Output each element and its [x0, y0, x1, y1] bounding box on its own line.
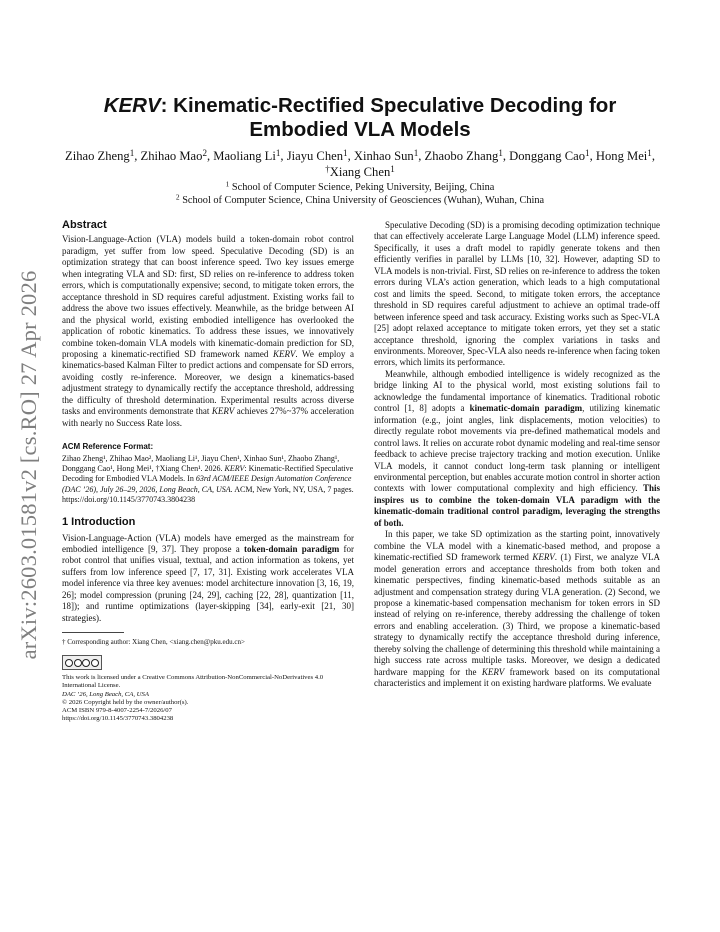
license-block — [62, 674, 354, 723]
license-venue: DAC ’26, Long Beach, CA, USA — [62, 690, 149, 698]
corresponding-author-footnote: † Corresponding author: Xiang Chen, <xiang.chen@pku.edu.cn> — [62, 638, 245, 647]
right-paragraph-2: Meanwhile, although embodied intelligence is widely recognized as the bridge linking AI to the physical world, most existing solutions fail to acknowledge the fundamental importance of kinematics. Traditional robotic control [1, 8] adopts a kinematic-domain paradigm, utilizing kinematic information (e.g., joint angles, link displacements, motion velocities) to directly regulate robot movements via pre-defined mathematical models and control laws. It relies on accurate robot dynamic modeling and real-time sensor feedback to achieve precise trajectory tracking and motion execution. Unlike VLA models, it cannot conduct long-term task planning or intelligent environmental perception, but enables accurate motion control in shorter action contexts with lower computational complexity and high efficiency. This inspires us to combine the token-domain VLA paradigm with the kinematic-domain traditional control paradigm, leveraging the strengths of both. — [374, 368, 661, 528]
footnote-rule — [62, 632, 124, 633]
cc-by-nc-nd-icon — [62, 655, 102, 670]
right-paragraph-3: In this paper, we take SD optimization as the starting point, innovatively combine the VLA model with a kinematic-based method, and propose a kinematic-rectified SD framework termed KERV. (1) First, we analyze VLA model generation errors and acceptance thresholds from both token and kinematic perspectives, finding kinematic-based methods suitable as an adjustment and compensation strategy during VLA generation. (2) Second, we propose a kinematic-based compensation mechanism for token errors in SD instead of relying on re-inference, thereby addressing the challenge of token errors and enabling acceleration. (3) Third, we propose a kinematic-based strategy to dynamically rectify the acceptance threshold during inference, thereby solving the challenge of determining this threshold while maintaining a high success rate across multiple tasks. Moreover, we design a dedicated hardware mapping for the KERV framework based on its computational characteristics and implement it on existing hardware platforms. We evaluate — [374, 529, 661, 689]
abstract-body: Vision-Language-Action (VLA) models build a token-domain robot control paradigm, yet suffer from low speed. Speculative Decoding (SD) is an optimization strategy that can boost inference speed. Two key issues emerge when integrating VLA and SD: first, SD relies on re-inference to address token errors, which is computationally expensive; second, to mitigate token errors, the acceptance threshold in SD requires careful adjustment. Existing works fail to address the above two issues effectively. Meanwhile, as the bridge between AI and the physical world, existing embodied intelligence has overlooked the application of robotic kinematics. To address these issues, we innovatively combine token-domain VLA models with kinematic-domain prediction for SD, proposing a kinematic-rectified SD framework named KERV. We employ a kinematics-based Kalman Filter to predict actions and compensate for SD errors, avoiding costly re-inference. Moreover, we design a kinematics-based adjustment strategy to dynamically rectify the acceptance threshold, addressing the difficulty of threshold determination. Experimental results across diverse tasks and environments demonstrate that KERV achieves 27%~37% acceleration with nearly no Success Rate loss. — [62, 234, 354, 428]
left-column — [62, 220, 354, 723]
author-name: Maoliang Li$^1$ — [213, 147, 281, 163]
title-emph: KERV — [103, 94, 161, 117]
author-list: Zihao Zheng$^1$, Zhihao Mao$^2$, Maoliang Li$^1$, Jiayu Chen$^1$, Xinhao Sun$^1$, Zhaobo Zhang$^1$, Donggang Cao$^1$, Hong Mei$^1$, †Xiang Chen$^1$ — [65, 147, 655, 179]
acm-reference-heading: ACM Reference Format: — [62, 442, 154, 452]
author-name: Hong Mei$^1$ — [595, 147, 652, 163]
affiliation-1: $^1$ School of Computer Science, Peking University, Beijing, China — [225, 179, 495, 193]
right-paragraph-1: Speculative Decoding (SD) is a promising decoding optimization technique that can effectively accelerate Large Language Model (LLM) inference speed. Specifically, it uses a draft model to rapidly generate tokens and then efficiently verifies in parallel by LLMs [10, 32]. However, adapting SD to VLA models is non-trivial. First, SD relies on re-inference to address the token errors during VLA’s action generation, which leads to a high computational cost and limits the speed. Second, to mitigate token errors, the acceptance threshold in SD requires careful adjustment to achieve an optimal trade-off between inference speed and task accuracy. Existing works such as Spec-VLA [25] adopt relaxed acceptance to mitigate token errors, yet they set a static acceptance threshold, ignoring the complex variations in tasks and environments. Moreover, Spec-VLA also needs re-inference when facing token errors, which limits its performance. — [374, 220, 660, 368]
author-name: Jiayu Chen$^1$ — [286, 147, 348, 163]
license-doi[interactable]: https://doi.org/10.1145/3770743.3804238 — [62, 715, 174, 723]
author-name: Xinhao Sun$^1$ — [353, 147, 419, 163]
title-rest: : Kinematic-Rectified Speculative Decoding for Embodied VLA Models — [160, 94, 617, 141]
author-name: Zhihao Mao$^2$ — [140, 147, 207, 163]
paper-title — [62, 94, 658, 142]
license-copyright: © 2026 Copyright held by the owner/author(s). — [62, 698, 189, 706]
abstract-heading: Abstract — [62, 219, 107, 231]
author-name: †Xiang Chen$^1$ — [325, 163, 395, 179]
affiliations — [62, 181, 658, 207]
license-isbn: ACM ISBN 979-8-4007-2254-7/2026/07 — [62, 706, 172, 714]
arxiv-stamp: arXiv:2603.01581v2 [cs.RO] 27 Apr 2026 — [16, 270, 41, 660]
introduction-paragraph: Vision-Language-Action (VLA) models have emerged as the mainstream for embodied intelligence [9, 37]. They propose a token-domain paradigm for robot control that unifies visual, textual, and action information as tokens, yet suffers from low inference speed [7, 17, 31]. Existing work accelerates VLA model inference via three key avenues: model architecture innovation [3, 16, 19, 26]; model compression (pruning [24, 29], caching [22, 28], quantization [11, 18]); and runtime optimizations (layer-skipping [34], early-exit [21, 30] strategies). — [62, 532, 355, 623]
right-column — [374, 220, 660, 690]
author-name: Zhaobo Zhang$^1$ — [424, 147, 503, 163]
author-name: Zihao Zheng$^1$ — [65, 147, 135, 163]
acm-reference-text: Zihao Zheng¹, Zhihao Mao², Maoliang Li¹, Jiayu Chen¹, Xinhao Sun¹, Zhaobo Zhang¹, Donggang Cao¹, Hong Mei¹, †Xiang Chen¹. 2026. KERV: Kinematic-Rectified Speculative Decoding for Embodied VLA Models. In 63rd ACM/IEEE Design Automation Conference (DAC ’26), July 26–29, 2026, Long Beach, CA, USA. ACM, New York, NY, USA, 7 pages. https://doi.org/10.1145/3770743.3804238 — [62, 453, 354, 504]
affiliation-2: $^2$ School of Computer Science, China University of Geosciences (Wuhan), Wuhan, China — [175, 192, 545, 206]
author-name: Donggang Cao$^1$ — [509, 147, 590, 163]
introduction-heading: 1 Introduction — [62, 516, 136, 529]
license-text: This work is licensed under a Creative Commons Attribution-NonCommercial-NoDerivatives 4.0 International License. — [62, 674, 324, 690]
